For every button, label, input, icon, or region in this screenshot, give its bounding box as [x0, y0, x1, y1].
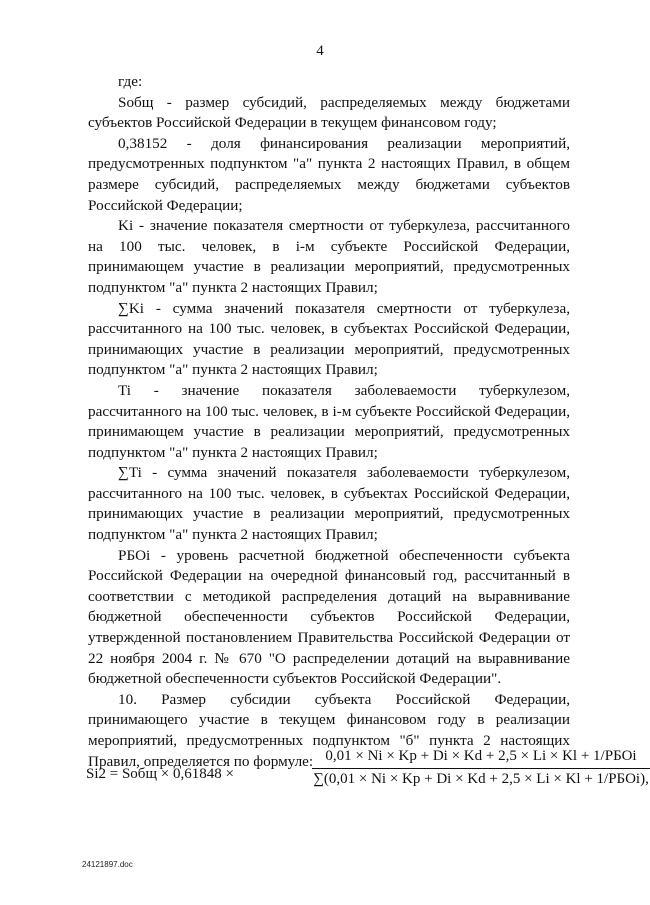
paragraph-rbo: РБОi - уровень расчетной бюджетной обеспеченности субъекта Российской Федерации на очередной финансовый год, рассчитанный в соответствии с методикой распределения дотаций на выравнивание бюджетной обеспеченности субъектов Российской Федерации, утвержденной постановлением Правительства Российской Федерации от 22 ноября 2004 г. № 670 "О распределении дотаций на выравнивание бюджетной обеспеченности субъектов Российской Федерации".	[88, 546, 570, 688]
formula-fraction	[312, 748, 650, 788]
document-filename: 24121897.doc	[82, 860, 133, 869]
formula-lhs: Si2 = Sобщ × 0,61848 ×	[86, 766, 234, 782]
paragraph-item-10: 10. Размер субсидии субъекта Российской Федерации, принимающего участие в текущем финансовом году в реализации мероприятий, предусмотренных подпунктом "б" пункта 2 настоящих Правил, определяется по формуле:	[88, 690, 570, 770]
formula-denominator	[312, 769, 650, 788]
subsidy-formula	[86, 748, 649, 808]
document-body	[88, 72, 570, 772]
paragraph-ki: Ki - значение показателя смертности от туберкулеза, рассчитанного на 100 тыс. человек, в i-м субъекте Российской Федерации, принимающем участие в реализации мероприятий, предусмотренных подпунктом "а" пункта 2 настоящих Правил;	[88, 217, 570, 296]
page-number: 4	[316, 43, 324, 59]
paragraph-s-total: Sобщ - размер субсидий, распределяемых между бюджетами субъектов Российской Федерации в текущем финансовом году;	[88, 93, 570, 132]
paragraph-sum-ti: ∑Ti - сумма значений показателя заболеваемости туберкулезом, рассчитанного на 100 тыс. человек, в субъектах Российской Федерации, принимающих участие в реализации мероприятий, предусмотренных подпунктом "а" пункта 2 настоящих Правил;	[88, 464, 570, 544]
formula-trailing-comma: ,	[645, 771, 649, 787]
paragraph-ti: Ti - значение показателя заболеваемости туберкулезом, рассчитанного на 100 тыс. человек, в i-м субъекте Российской Федерации, принимающем участие в реализации мероприятий, предусмотренных подпунктом "а" пункта 2 настоящих Правил;	[88, 381, 570, 461]
formula-numerator: 0,01 × Ni × Kp + Di × Kd + 2,5 × Li × Kl + 1/РБОi	[325, 748, 637, 764]
paragraph-where: где:	[118, 73, 143, 90]
paragraph-sum-ki: ∑Ki - сумма значений показателя смертности от туберкулеза, рассчитанного на 100 тыс. человек, в субъектах Российской Федерации, принимающих участие в реализации мероприятий, предусмотренных подпунктом "а" пункта 2 настоящих Правил;	[88, 299, 570, 379]
paragraph-share-a: 0,38152 - доля финансирования реализации мероприятий, предусмотренных подпунктом "а" пункта 2 настоящих Правил, в общем размере субсидий, распределяемых между бюджетами субъектов Российской Федерации;	[88, 134, 570, 214]
formula-denominator-text: ∑(0,01 × Ni × Kp + Di × Kd + 2,5 × Li × Kl + 1/РБОi)	[313, 771, 646, 787]
